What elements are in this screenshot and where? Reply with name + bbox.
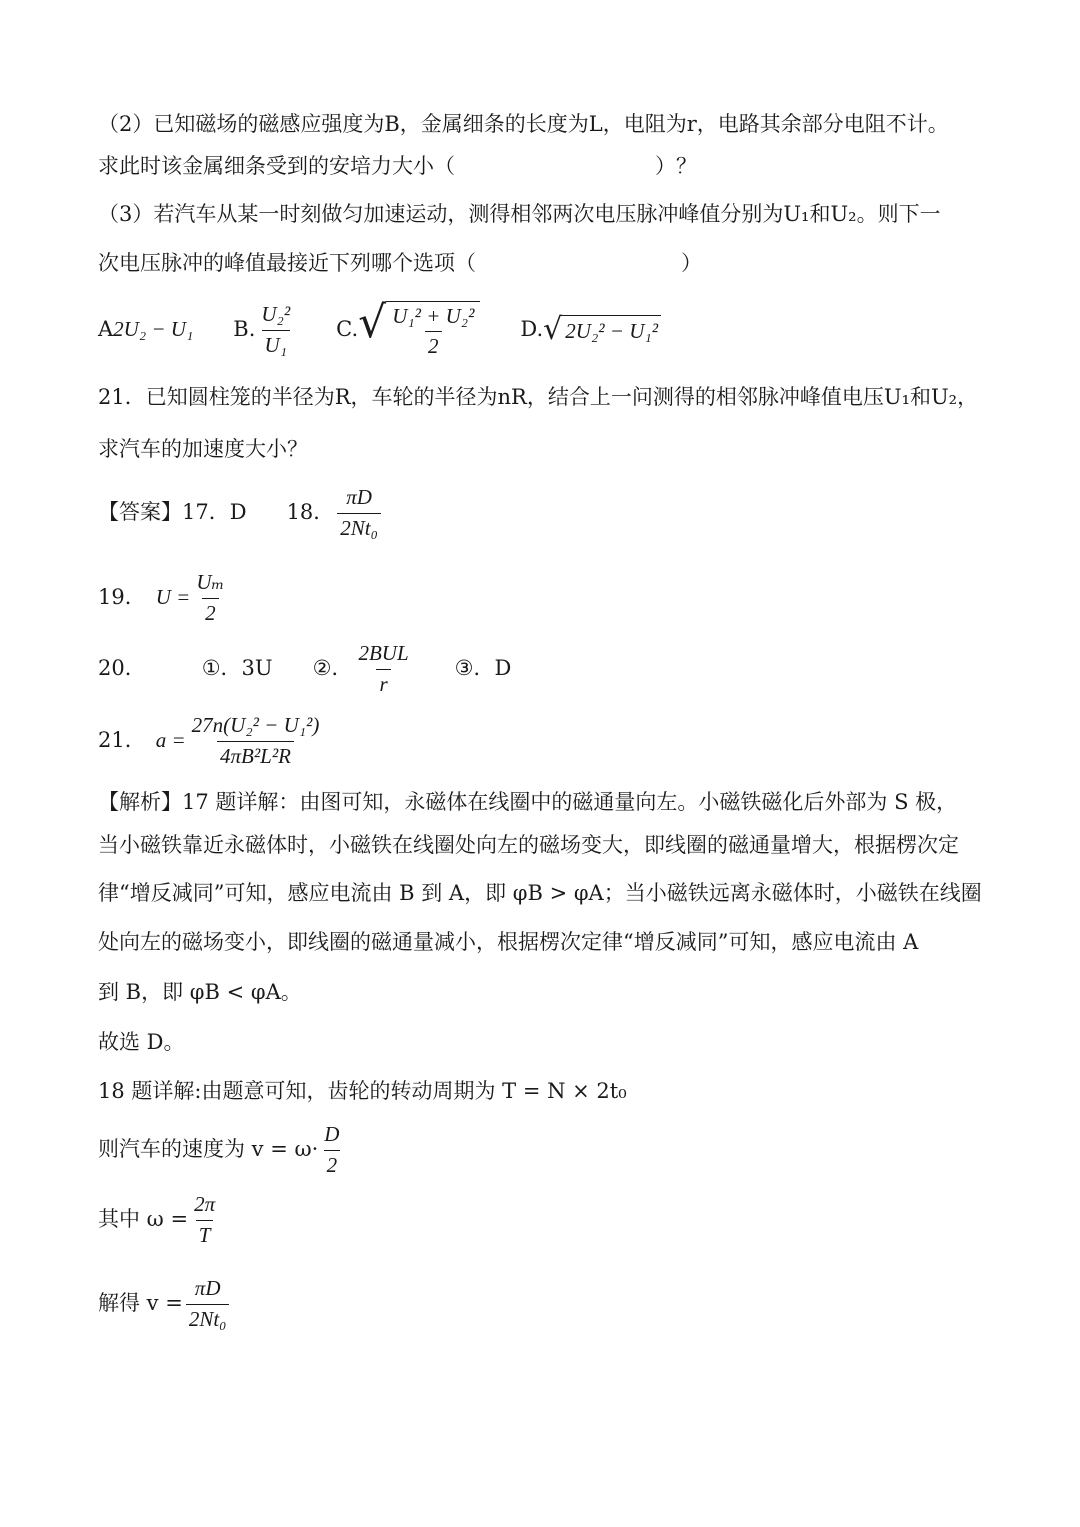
option-d-label: D.	[520, 317, 544, 342]
answer-21-num: 27n(U₂² − U₁²)	[191, 713, 320, 738]
analysis-line-9-fraction	[191, 1192, 218, 1247]
q3-line-2-prefix: 次电压脉冲的峰值最接近下列哪个选项（	[98, 251, 476, 275]
answer-20-num: 2BUL	[358, 641, 409, 666]
analysis-line-6: 故选 D。	[98, 1030, 185, 1054]
answer-18-fraction	[337, 485, 381, 540]
option-c-label: C.	[336, 317, 359, 342]
analysis-line-2: 当小磁铁靠近永磁体时，小磁铁在线圈处向左的磁场变大，即线圈的磁通量增大，根据楞次定	[98, 833, 959, 857]
option-b-den: U₁	[262, 330, 290, 358]
analysis-line-8	[98, 1122, 345, 1178]
answer-19-lhs: U =	[155, 585, 191, 610]
option-b-label: B.	[233, 317, 256, 342]
q21-line-1: 21．已知圆柱笼的半径为R，车轮的半径为nR，结合上一问测得的相邻脉冲峰值电压U₁和U₂，	[98, 385, 979, 409]
answer-21-label: 21．	[98, 728, 146, 753]
option-b-num: U₂²	[261, 302, 291, 327]
analysis-line-10-num: πD	[194, 1276, 221, 1301]
analysis-line-10	[98, 1274, 232, 1334]
analysis-line-8-den: 2	[324, 1150, 341, 1178]
answer-21-fraction	[189, 713, 323, 768]
answer-21-den: 4πB²L²R	[217, 741, 294, 769]
option-c-den: 2	[425, 331, 442, 359]
option-d-expr: 2U₂² − U₁²	[562, 315, 661, 345]
option-a-label: A	[98, 317, 114, 342]
answer-21-lhs: a =	[155, 728, 186, 753]
analysis-line-10-den: 2Nt₀	[186, 1304, 230, 1332]
option-b-fraction	[258, 302, 293, 357]
answer-19-den: 2	[202, 598, 219, 626]
answer-19-label: 19．	[98, 585, 146, 610]
q3-line-2-suffix: ）	[681, 251, 702, 275]
analysis-line-9-prefix: 其中 ω =	[98, 1207, 189, 1232]
q3-line-2	[98, 251, 702, 276]
answer-19-num: Uₘ	[196, 570, 225, 595]
q2-line-2-prefix: 求此时该金属细条受到的安培力大小（	[98, 154, 455, 178]
option-c-fraction	[389, 304, 477, 359]
answer-18-num: πD	[346, 485, 372, 510]
analysis-line-3: 律“增反减同”可知，感应电流由 B 到 A，即 φB > φA；当小磁铁远离永磁体时，小磁铁在线圈	[98, 881, 982, 905]
answer-20-part-3: ③．D	[454, 656, 512, 681]
option-a-expr: 2U₂ − U₁	[113, 317, 194, 342]
analysis-line-8-num: D	[324, 1122, 340, 1147]
answer-18-den: 2Nt₀	[337, 513, 381, 541]
analysis-line-7: 18 题详解:由题意可知，齿轮的转动周期为 T = N × 2t₀	[98, 1079, 627, 1103]
answer-21	[98, 712, 325, 770]
answer-17-18	[98, 484, 384, 542]
q21-line-2: 求汽车的加速度大小？	[98, 437, 308, 461]
analysis-line-5: 到 B，即 φB < φA。	[98, 980, 302, 1004]
answer-20-part-2: ②．	[312, 656, 353, 681]
answer-20-part-1: ①．3U	[201, 656, 273, 681]
analysis-line-10-fraction	[186, 1276, 230, 1331]
answer-19	[98, 570, 230, 626]
analysis-line-8-prefix: 则汽车的速度为 v = ω·	[98, 1137, 319, 1162]
answer-20	[98, 640, 511, 698]
option-d-sqrt: √ 2U₂² − U₁²	[543, 315, 661, 345]
q3-options	[98, 298, 661, 362]
analysis-line-9	[98, 1192, 221, 1248]
answer-18-label: 18．	[286, 500, 335, 525]
analysis-line-9-num: 2π	[194, 1192, 216, 1217]
answer-20-label: 20．	[98, 656, 146, 681]
option-c-sqrt: √ $\frac{\text{U₁² + U₂²}}{2}$	[358, 301, 480, 359]
q2-line-1: （2）已知磁场的磁感应强度为B，金属细条的长度为L，电阻为r，电路其余部分电阻不计。	[98, 112, 949, 136]
answer-20-den: r	[376, 669, 390, 697]
answer-20-fraction	[355, 641, 411, 696]
analysis-line-8-fraction	[321, 1122, 342, 1177]
answer-head: 【答案】17．D	[98, 500, 247, 525]
analysis-line-9-den: T	[196, 1220, 214, 1248]
q3-line-1: （3）若汽车从某一时刻做匀加速运动，测得相邻两次电压脉冲峰值分别为U₁和U₂。则下一	[98, 202, 941, 226]
answer-19-fraction	[193, 570, 227, 625]
option-c-num: U₁² + U₂²	[392, 303, 475, 328]
analysis-line-1: 【解析】17 题详解：由图可知，永磁体在线圈中的磁通量向左。小磁铁磁化后外部为 S 极，	[98, 790, 958, 814]
analysis-line-10-prefix: 解得 v =	[98, 1291, 183, 1316]
analysis-line-4: 处向左的磁场变小，即线圈的磁通量减小，根据楞次定律“增反减同”可知，感应电流由 A	[98, 930, 919, 954]
q2-line-2	[98, 154, 697, 179]
q2-line-2-suffix: ）？	[655, 154, 697, 178]
